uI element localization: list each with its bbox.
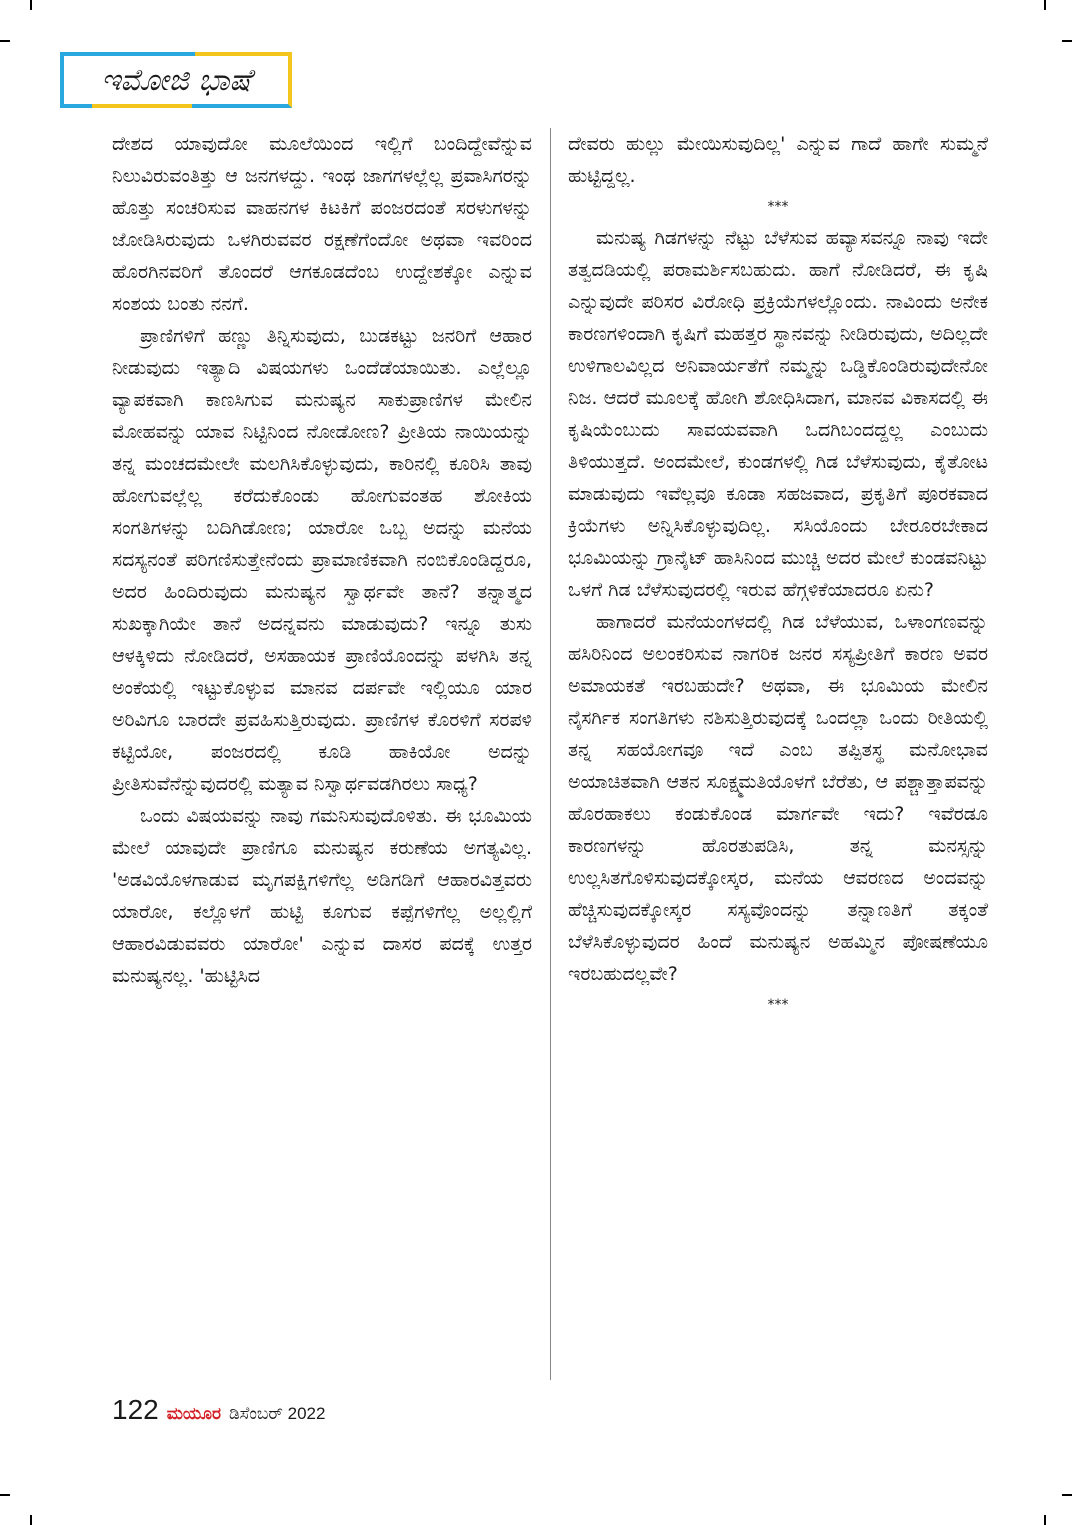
column-header [60,52,292,108]
right-column [568,128,988,1383]
section-separator-end: *** [767,997,789,1013]
paragraph: ದೇವರು ಹುಲ್ಲು ಮೇಯಿಸುವುದಿಲ್ಲ' ಎನ್ನುವ ಗಾದೆ ಹಾಗೇ ಸುಮ್ಮನೆ ಹುಟ್ಟಿದ್ದಲ್ಲ. [568,133,988,187]
crop-mark [30,0,32,10]
section-separator: *** [767,199,789,215]
page-footer [112,1394,325,1428]
issue-date: ಡಿಸೆಂಬರ್ 2022 [228,1404,326,1423]
column-title: ಇಮೋಜಿ ಭಾಷೆ [100,62,252,98]
paragraph: ಹಾಗಾದರೆ ಮನೆಯಂಗಳದಲ್ಲಿ ಗಿಡ ಬೆಳೆಯುವ, ಒಳಾಂಗಣವನ್ನು ಹಸಿರಿನಿಂದ ಅಲಂಕರಿಸುವ ನಾಗರಿಕ ಜನರ ಸಸ್ಯಪ್ರೀತಿಗೆ ಕಾರಣ ಅವರ ಅಮಾಯಕತೆ ಇರಬಹುದೇ? ಅಥವಾ, ಈ ಭೂಮಿಯ ಮೇಲಿನ ನೈಸರ್ಗಿಕ ಸಂಗತಿಗಳು ನಶಿಸುತ್ತಿರುವುದಕ್ಕೆ ಒಂದಲ್ಲಾ ಒಂದು ರೀತಿಯಲ್ಲಿ ತನ್ನ ಸಹಯೋಗವೂ ಇದೆ ಎಂಬ ತಪ್ಪಿತಸ್ಥ ಮನೋಭಾವ ಅಯಾಚಿತವಾಗಿ ಆತನ ಸೂಕ್ಷ್ಮಮತಿಯೊಳಗೆ ಬೆರೆತು, ಆ ಪಶ್ಚಾತ್ತಾಪವನ್ನು ಹೊರಹಾಕಲು ಕಂಡುಕೊಂಡ ಮಾರ್ಗವೇ ಇದು? ಇವೆರಡೂ ಕಾರಣಗಳನ್ನು ಹೊರತುಪಡಿಸಿ, ತನ್ನ ಮನಸ್ಸನ್ನು ಉಲ್ಲಸಿತಗೊಳಿಸುವುದಕ್ಕೋಸ್ಕರ, ಮನೆಯ ಆವರಣದ ಅಂದವನ್ನು ಹೆಚ್ಚಿಸುವುದಕ್ಕೋಸ್ಕರ ಸಸ್ಯವೊಂದನ್ನು ತನ್ನಾಣತಿಗೆ ತಕ್ಕಂತೆ ಬೆಳೆಸಿಕೊಳ್ಳುವುದರ ಹಿಂದೆ ಮನುಷ್ಯನ ಅಹಮ್ಮಿನ ಪೋಷಣೆಯೂ ಇರಬಹುದಲ್ಲವೇ? [568,611,988,985]
column-divider [550,128,551,1380]
paragraph: ಪ್ರಾಣಿಗಳಿಗೆ ಹಣ್ಣು ತಿನ್ನಿಸುವುದು, ಬುಡಕಟ್ಟು ಜನರಿಗೆ ಆಹಾರ ನೀಡುವುದು ಇತ್ಯಾದಿ ವಿಷಯಗಳು ಒಂದೆಡೆಯಾಯಿತು. ಎಲ್ಲೆಲ್ಲೂ ವ್ಯಾಪಕವಾಗಿ ಕಾಣಸಿಗುವ ಮನುಷ್ಯನ ಸಾಕುಪ್ರಾಣಿಗಳ ಮೇಲಿನ ಮೋಹವನ್ನು ಯಾವ ನಿಟ್ಟಿನಿಂದ ನೋಡೋಣ? ಪ್ರೀತಿಯ ನಾಯಿಯನ್ನು ತನ್ನ ಮಂಚದಮೇಲೇ ಮಲಗಿಸಿಕೊಳ್ಳುವುದು, ಕಾರಿನಲ್ಲಿ ಕೂರಿಸಿ ತಾವು ಹೋಗುವಲ್ಲೆಲ್ಲ ಕರೆದುಕೊಂಡು ಹೋಗುವಂತಹ ಶೋಕಿಯ ಸಂಗತಿಗಳನ್ನು ಬದಿಗಿಡೋಣ; ಯಾರೋ ಒಬ್ಬ ಅದನ್ನು ಮನೆಯ ಸದಸ್ಯನಂತೆ ಪರಿಗಣಿಸುತ್ತೇನೆಂದು ಪ್ರಾಮಾಣಿಕವಾಗಿ ನಂಬಿಕೊಂಡಿದ್ದರೂ, ಅದರ ಹಿಂದಿರುವುದು ಮನುಷ್ಯನ ಸ್ವಾರ್ಥವೇ ತಾನೆ? ತನ್ನಾತ್ಮದ ಸುಖಕ್ಕಾಗಿಯೇ ತಾನೆ ಅದನ್ನವನು ಮಾಡುವುದು? ಇನ್ನೂ ತುಸು ಆಳಕ್ಕಿಳಿದು ನೋಡಿದರೆ, ಅಸಹಾಯಕ ಪ್ರಾಣಿಯೊಂದನ್ನು ಪಳಗಿಸಿ ತನ್ನ ಅಂಕೆಯಲ್ಲಿ ಇಟ್ಟುಕೊಳ್ಳುವ ಮಾನವ ದರ್ಪವೇ ಇಲ್ಲಿಯೂ ಯಾರ ಅರಿವಿಗೂ ಬಾರದೇ ಪ್ರವಹಿಸುತ್ತಿರುವುದು. ಪ್ರಾಣಿಗಳ ಕೊರಳಿಗೆ ಸರಪಳಿ ಕಟ್ಟಿಯೋ, ಪಂಜರದಲ್ಲಿ ಕೂಡಿ ಹಾಕಿಯೋ ಅದನ್ನು ಪ್ರೀತಿಸುವೆನೆನ್ನುವುದರಲ್ಲಿ ಮತ್ಯಾವ ನಿಸ್ವಾರ್ಥವಡಗಿರಲು ಸಾಧ್ಯ? [112,325,532,795]
paragraph: ಮನುಷ್ಯ ಗಿಡಗಳನ್ನು ನೆಟ್ಟು ಬೆಳೆಸುವ ಹವ್ಯಾಸವನ್ನೂ ನಾವು ಇದೇ ತತ್ವದಡಿಯಲ್ಲಿ ಪರಾಮರ್ಶಿಸಬಹುದು. ಹಾಗೆ ನೋಡಿದರೆ, ಈ ಕೃಷಿ ಎನ್ನುವುದೇ ಪರಿಸರ ವಿರೋಧಿ ಪ್ರಕ್ರಿಯೆಗಳಲ್ಲೊಂದು. ನಾವಿಂದು ಅನೇಕ ಕಾರಣಗಳಿಂದಾಗಿ ಕೃಷಿಗೆ ಮಹತ್ತರ ಸ್ಥಾನವನ್ನು ನೀಡಿರುವುದು, ಅದಿಲ್ಲದೇ ಉಳಿಗಾಲವಿಲ್ಲದ ಅನಿವಾರ್ಯತೆಗೆ ನಮ್ಮನ್ನು ಒಡ್ಡಿಕೊಂಡಿರುವುದೇನೋ ನಿಜ. ಆದರೆ ಮೂಲಕ್ಕೆ ಹೋಗಿ ಶೋಧಿಸಿದಾಗ, ಮಾನವ ವಿಕಾಸದಲ್ಲಿ ಈ ಕೃಷಿಯೆಂಬುದು ಸಾವಯವವಾಗಿ ಒದಗಿಬಂದದ್ದಲ್ಲ ಎಂಬುದು ತಿಳಿಯುತ್ತದೆ. ಅಂದಮೇಲೆ, ಕುಂಡಗಳಲ್ಲಿ ಗಿಡ ಬೆಳೆಸುವುದು, ಕೈತೋಟ ಮಾಡುವುದು ಇವೆಲ್ಲವೂ ಕೂಡಾ ಸಹಜವಾದ, ಪ್ರಕೃತಿಗೆ ಪೂರಕವಾದ ಕ್ರಿಯೆಗಳು ಅನ್ನಿಸಿಕೊಳ್ಳುವುದಿಲ್ಲ. ಸಸಿಯೊಂದು ಬೇರೂರಬೇಕಾದ ಭೂಮಿಯನ್ನು ಗ್ರಾನೈಟ್ ಹಾಸಿನಿಂದ ಮುಚ್ಚಿ ಅದರ ಮೇಲೆ ಕುಂಡವನಿಟ್ಟು ಒಳಗೆ ಗಿಡ ಬೆಳೆಸುವುದರಲ್ಲಿ ಇರುವ ಹೆಗ್ಗಳಿಕೆಯಾದರೂ ಏನು? [568,227,988,601]
left-column [112,128,532,1383]
crop-mark [30,1515,32,1525]
crop-mark [0,1494,10,1496]
page-number: 122 [112,1394,159,1425]
crop-mark [1044,0,1046,10]
paragraph: ಒಂದು ವಿಷಯವನ್ನು ನಾವು ಗಮನಿಸುವುದೊಳಿತು. ಈ ಭೂಮಿಯ ಮೇಲೆ ಯಾವುದೇ ಪ್ರಾಣಿಗೂ ಮನುಷ್ಯನ ಕರುಣೆಯ ಅಗತ್ಯವಿಲ್ಲ. 'ಅಡವಿಯೊಳಗಾಡುವ ಮೃಗಪಕ್ಷಿಗಳಿಗೆಲ್ಲ ಅಡಿಗಡಿಗೆ ಆಹಾರವಿತ್ತವರು ಯಾರೋ, ಕಲ್ಲೊಳಗೆ ಹುಟ್ಟಿ ಕೂಗುವ ಕಪ್ಪೆಗಳಿಗೆಲ್ಲ ಅಲ್ಲಲ್ಲಿಗೆ ಆಹಾರವಿಡುವವರು ಯಾರೋ' ಎನ್ನುವ ದಾಸರ ಪದಕ್ಕೆ ಉತ್ತರ ಮನುಷ್ಯನಲ್ಲ. 'ಹುಟ್ಟಿಸಿದ [112,805,532,987]
paragraph: ದೇಶದ ಯಾವುದೋ ಮೂಲೆಯಿಂದ ಇಲ್ಲಿಗೆ ಬಂದಿದ್ದೇವೆನ್ನುವ ನಿಲುವಿರುವಂತಿತ್ತು ಆ ಜನಗಳದ್ದು. ಇಂಥ ಜಾಗಗಳಲ್ಲೆಲ್ಲ ಪ್ರವಾಸಿಗರನ್ನು ಹೊತ್ತು ಸಂಚರಿಸುವ ವಾಹನಗಳ ಕಿಟಕಿಗೆ ಪಂಜರದಂತೆ ಸರಳುಗಳನ್ನು ಜೋಡಿಸಿರುವುದು ಒಳಗಿರುವವರ ರಕ್ಷಣೆಗೆಂದೋ ಅಥವಾ ಇವರಿಂದ ಹೊರಗಿನವರಿಗೆ ತೊಂದರೆ ಆಗಕೂಡದೆಂಬ ಉದ್ದೇಶಕ್ಕೋ ಎನ್ನುವ ಸಂಶಯ ಬಂತು ನನಗೆ. [112,133,532,315]
crop-mark [1062,1494,1072,1496]
crop-mark [1062,40,1072,42]
crop-mark [1044,1515,1046,1525]
crop-mark [0,40,10,42]
magazine-name: ಮಯೂರ [166,1404,221,1424]
